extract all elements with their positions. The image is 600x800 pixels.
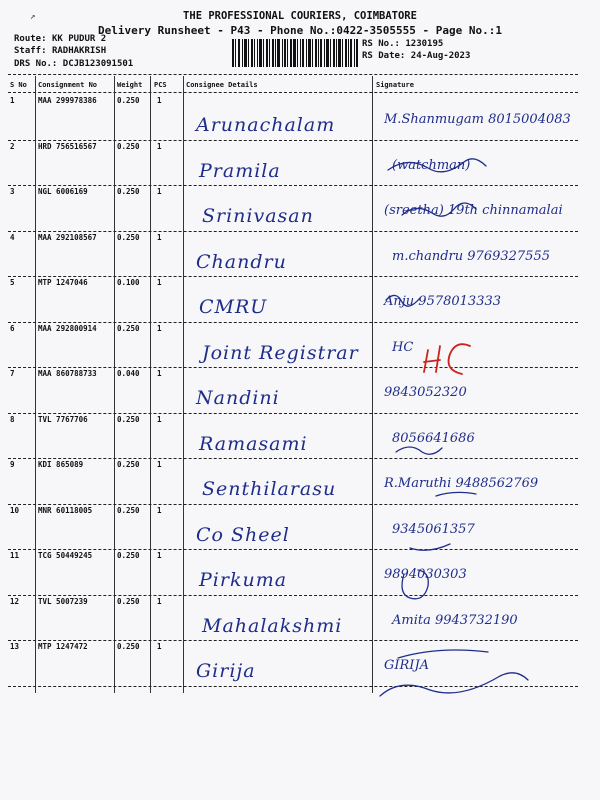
- row-signature-handwritten: 9345061357: [392, 521, 475, 537]
- row-signature-handwritten: 9894030303: [384, 567, 467, 582]
- company-title: THE PROFESSIONAL COURIERS, COIMBATORE: [183, 10, 417, 22]
- rs-no-label: RS No.:: [362, 39, 400, 49]
- rs-no-value: 1230195: [405, 39, 444, 49]
- row-consignee-handwritten: Senthilarasu: [202, 478, 337, 500]
- row-signature-handwritten: M.Shanmugam 8015004083: [384, 112, 571, 127]
- route-label: Route:: [14, 34, 47, 44]
- drs-value: DCJB123091501: [62, 59, 134, 69]
- row-consignee-handwritten: Pramila: [199, 159, 281, 182]
- row-weight: 0.250: [117, 323, 140, 333]
- row-sno: 3: [10, 187, 15, 196]
- row-pcs: 1: [157, 96, 162, 105]
- row-signature-handwritten: HC: [392, 339, 414, 355]
- row-signature-handwritten: 9843052320: [384, 385, 467, 400]
- row-consignment-no: MTP 1247472: [38, 642, 88, 651]
- row-weight: 0.250: [117, 141, 140, 151]
- row-consignee-handwritten: Arunachalam: [196, 114, 336, 136]
- row-consignment-no: NGL 6006169: [38, 187, 88, 196]
- row-weight: 0.250: [117, 460, 140, 469]
- corner-mark: ↗: [30, 12, 36, 22]
- row-weight: 0.100: [117, 278, 140, 287]
- row-sno: 13: [10, 642, 20, 651]
- row-pcs: 1: [157, 232, 162, 242]
- route-value: KK PUDUR 2: [51, 34, 107, 44]
- row-pcs: 1: [157, 369, 162, 378]
- row-pcs: 1: [157, 414, 162, 424]
- row-consignment-no: KDI 865089: [38, 460, 84, 469]
- row-sno: 1: [10, 96, 15, 105]
- row-pcs: 1: [157, 551, 162, 560]
- row-consignment-no: HRD 756516567: [38, 141, 97, 151]
- row-consignee-handwritten: Joint Registrar: [202, 341, 359, 364]
- row-weight: 0.250: [117, 232, 140, 242]
- row-signature-handwritten: (watchman): [392, 157, 471, 173]
- col-header-weight: Weight: [117, 81, 143, 89]
- row-sno: 12: [10, 596, 20, 606]
- row-sno: 8: [10, 414, 15, 424]
- col-header-pcs: PCS: [154, 81, 167, 89]
- row-consignment-no: MNR 60118005: [38, 505, 93, 515]
- row-consignee-handwritten: Ramasami: [199, 432, 308, 455]
- row-signature-handwritten: R.Maruthi 9488562769: [384, 476, 539, 491]
- row-signature-handwritten: Anju 9578013333: [384, 294, 502, 309]
- col-header-consignee: Consignee Details: [186, 81, 258, 89]
- row-sno: 7: [10, 369, 15, 378]
- row-pcs: 1: [157, 187, 162, 196]
- row-weight: 0.250: [117, 505, 140, 515]
- row-consignee-handwritten: Chandru: [196, 250, 287, 273]
- row-consignment-no: TCG 50449245: [38, 551, 93, 560]
- row-weight: 0.250: [117, 96, 140, 105]
- col-header-sno: S No: [10, 81, 27, 89]
- row-consignee-handwritten: Girija: [196, 660, 256, 682]
- row-pcs: 1: [157, 323, 162, 333]
- row-sno: 6: [10, 323, 15, 333]
- drs-label: DRS No.:: [14, 59, 58, 69]
- row-consignment-no: MAA 299978386: [38, 96, 97, 105]
- rs-date-label: RS Date:: [362, 51, 406, 61]
- row-weight: 0.250: [117, 551, 140, 560]
- row-signature-handwritten: Amita 9943732190: [392, 612, 518, 628]
- row-signature-handwritten: 8056641686: [392, 430, 475, 446]
- row-sno: 2: [10, 141, 15, 151]
- row-consignee-handwritten: Srinivasan: [202, 205, 314, 227]
- row-weight: 0.250: [117, 596, 140, 606]
- row-sno: 4: [10, 232, 15, 242]
- row-pcs: 1: [157, 596, 162, 606]
- row-consignment-no: TVL 7767706: [38, 414, 88, 424]
- row-signature-handwritten: m.chandru 9769327555: [392, 248, 550, 264]
- row-signature-handwritten: GIRIJA: [384, 658, 430, 673]
- row-pcs: 1: [157, 642, 162, 651]
- row-sno: 9: [10, 460, 15, 469]
- row-consignee-handwritten: Mahalakshmi: [202, 614, 343, 637]
- row-sno: 5: [10, 278, 15, 287]
- staff-label: Staff:: [14, 46, 47, 56]
- row-weight: 0.250: [117, 414, 140, 424]
- row-consignment-no: TVL 5007239: [38, 596, 88, 606]
- row-weight: 0.250: [117, 187, 140, 196]
- col-header-signature: Signature: [376, 81, 414, 89]
- row-consignee-handwritten: Co Sheel: [196, 523, 290, 546]
- row-pcs: 1: [157, 141, 162, 151]
- row-pcs: 1: [157, 278, 162, 287]
- row-weight: 0.250: [117, 642, 140, 651]
- row-consignee-handwritten: Nandini: [196, 387, 280, 409]
- row-consignee-handwritten: Pirkuma: [199, 569, 288, 591]
- row-consignment-no: MTP 1247046: [38, 278, 88, 287]
- col-header-consignment: Consignment No: [38, 81, 98, 89]
- row-signature-handwritten: (sreetha) 19th chinnamalai: [384, 203, 563, 218]
- row-pcs: 1: [157, 505, 162, 515]
- staff-value: RADHAKRISH: [51, 46, 107, 56]
- row-sno: 11: [10, 551, 20, 560]
- rs-date-value: 24-Aug-2023: [410, 51, 471, 61]
- runsheet-subtitle: Delivery Runsheet - P43 - Phone No.:0422-3505555 - Page No.:1: [98, 24, 502, 37]
- row-consignment-no: MAA 292800914: [38, 323, 97, 333]
- row-sno: 10: [10, 505, 20, 515]
- row-consignment-no: MAA 292108567: [38, 232, 97, 242]
- row-consignment-no: MAA 860788733: [38, 369, 97, 378]
- row-consignee-handwritten: CMRU: [199, 296, 268, 318]
- row-pcs: 1: [157, 460, 162, 469]
- row-weight: 0.040: [117, 369, 140, 378]
